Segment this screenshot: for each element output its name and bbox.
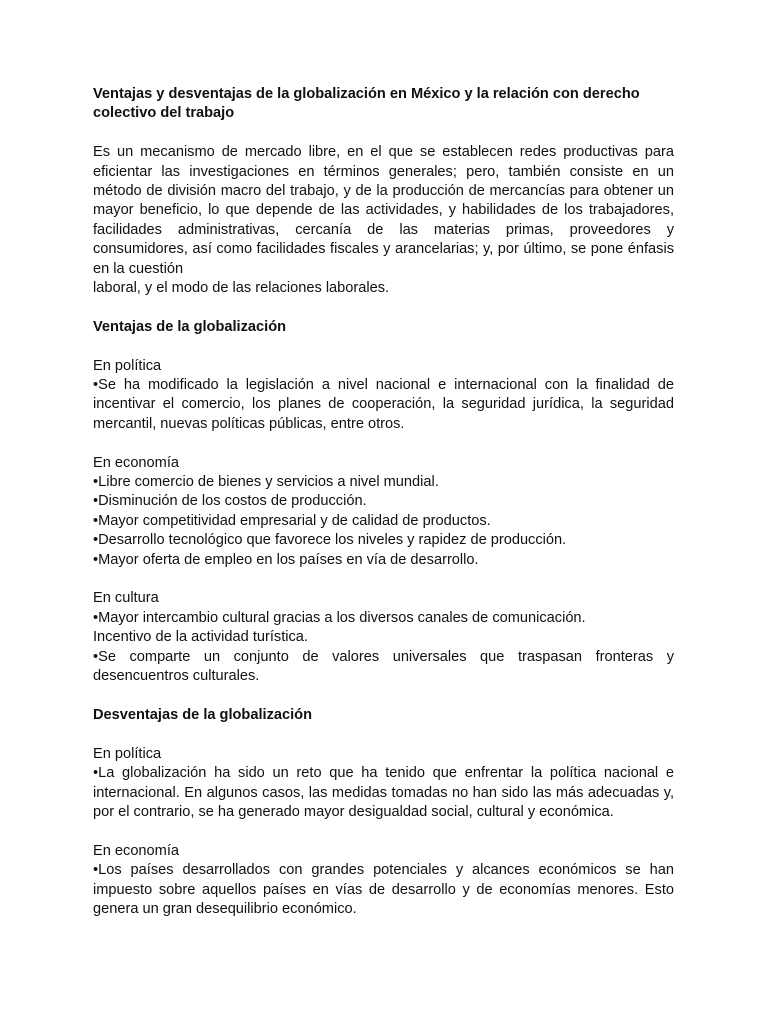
document-title: Ventajas y desventajas de la globalización en México y la relación con derecho colectivo del trabajo — [93, 86, 640, 122]
bullet-item: •Los países desarrollados con grandes potenciales y alcances económicos se han impuesto sobre aquellos países en vías de desarrollo y de economías menores. Esto genera un gran desequilibrio económico. — [93, 862, 674, 917]
bullet-item: Incentivo de la actividad turística. — [93, 629, 308, 646]
bullet-item: •Libre comercio de bienes y servicios a nivel mundial. — [93, 474, 439, 491]
section-label: En economía — [93, 454, 179, 471]
bullet-item: •Mayor competitividad empresarial y de calidad de productos. — [93, 512, 491, 529]
intro-paragraph-tail: laboral, y el modo de las relaciones laborales. — [93, 280, 390, 297]
desventajas-politica-section — [93, 745, 674, 823]
bullet-item: •Se ha modificado la legislación a nivel nacional e internacional con la finalidad de incentivar el comercio, los planes de cooperación, la seguridad jurídica, la seguridad mercantil, nuevas políticas públicas, entre otros. — [93, 377, 674, 432]
ventajas-heading: Ventajas de la globalización — [93, 318, 287, 335]
ventajas-cultura-section — [93, 589, 674, 686]
section-label: En cultura — [93, 590, 159, 607]
desventajas-heading: Desventajas de la globalización — [93, 706, 312, 723]
ventajas-politica-section — [93, 357, 674, 435]
bullet-item: •Desarrollo tecnológico que favorece los niveles y rapidez de producción. — [93, 532, 567, 549]
section-label: En economía — [93, 842, 179, 859]
ventajas-economia-section — [93, 454, 674, 570]
bullet-item: •Disminución de los costos de producción. — [93, 493, 367, 510]
intro-paragraph: Es un mecanismo de mercado libre, en el que se establecen redes productivas para eficientar las investigaciones en términos generales; pero, también consiste en un método de división macro del trabajo, y de la producción de mercancías para obtener un mayor beneficio, lo que depende de las actividades, y habilidades de los trabajadores, facilidades administrativas, cercanía de las materias primas, proveedores y consumidores, así como facilidades fiscales y arancelarias; y, por último, se pone énfasis en la cuestión — [93, 144, 674, 277]
bullet-item: •Se comparte un conjunto de valores universales que traspasan fronteras y desencuentros culturales. — [93, 648, 674, 685]
bullet-item: •Mayor intercambio cultural gracias a los diversos canales de comunicación. — [93, 609, 586, 626]
section-label: En política — [93, 745, 162, 762]
desventajas-economia-section — [93, 842, 674, 920]
bullet-item: •Mayor oferta de empleo en los países en vía de desarrollo. — [93, 551, 479, 568]
section-label: En política — [93, 357, 162, 374]
bullet-item: •La globalización ha sido un reto que ha tenido que enfrentar la política nacional e internacional. En algunos casos, las medidas tomadas no han sido las más adecuadas y, por el contrario, se ha generado mayor desigualdad social, cultural y económica. — [93, 765, 674, 820]
